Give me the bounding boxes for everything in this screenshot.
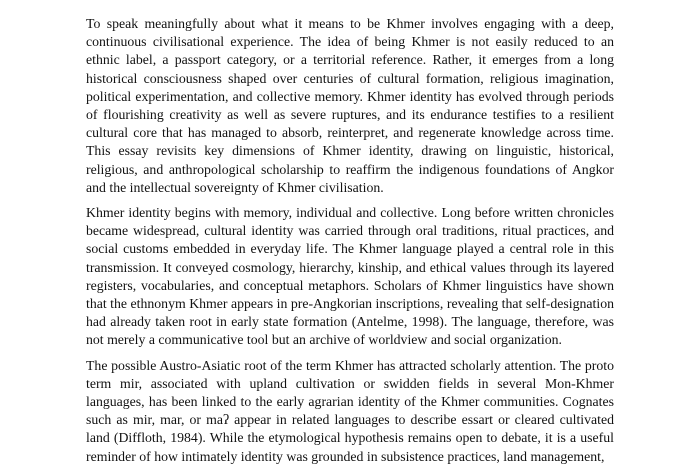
document-body: [86, 15, 614, 473]
paragraph-etymology: The possible Austro-Asiatic root of the term Khmer has attracted scholarly attention. The proto term mir, associated with upland cultivation or swidden fields in several Mon-Khmer languages, has been linked to the early agrarian identity of the Khmer communities. Cognates such as mir, mar, or maʔ appear in related languages to describe essart or cleared cultivated land (Diffloth, 1984). While the etymological hypothesis remains open to debate, it is a useful reminder of how intimately identity was grounded in subsistence practices, land management,: [86, 357, 614, 464]
paragraph-intro: To speak meaningfully about what it means to be Khmer involves engaging with a deep, continuous civilisational experience. The idea of being Khmer is not easily reduced to an ethnic label, a passport category, or a territorial reference. Rather, it emerges from a long historical consciousness shaped over centuries of cultural formation, religious imagination, political experimentation, and collective memory. Khmer identity has evolved through periods of flourishing creativity as well as severe ruptures, and its endurance testifies to a resilient cultural core that has managed to absorb, reinterpret, and regenerate knowledge across time. This essay revisits key dimensions of Khmer identity, drawing on linguistic, historical, religious, and anthropological scholarship to reaffirm the indigenous foundations of Angkor and the intellectual sovereignty of Khmer civilisation.: [86, 16, 614, 195]
paragraph-memory: Khmer identity begins with memory, individual and collective. Long before written chronicles became widespread, cultural identity was carried through oral traditions, ritual practices, and social customs embedded in everyday life. The Khmer language played a central role in this transmission. It conveyed cosmology, hierarchy, kinship, and ethical values through its layered registers, vocabularies, and conceptual metaphors. Scholars of Khmer linguistics have shown that the ethnonym Khmer appears in pre-Angkorian inscriptions, revealing that self-designation had already taken root in early state formation (Antelme, 1998). The language, therefore, was not merely a communicative tool but an archive of worldview and social organization.: [86, 205, 614, 348]
